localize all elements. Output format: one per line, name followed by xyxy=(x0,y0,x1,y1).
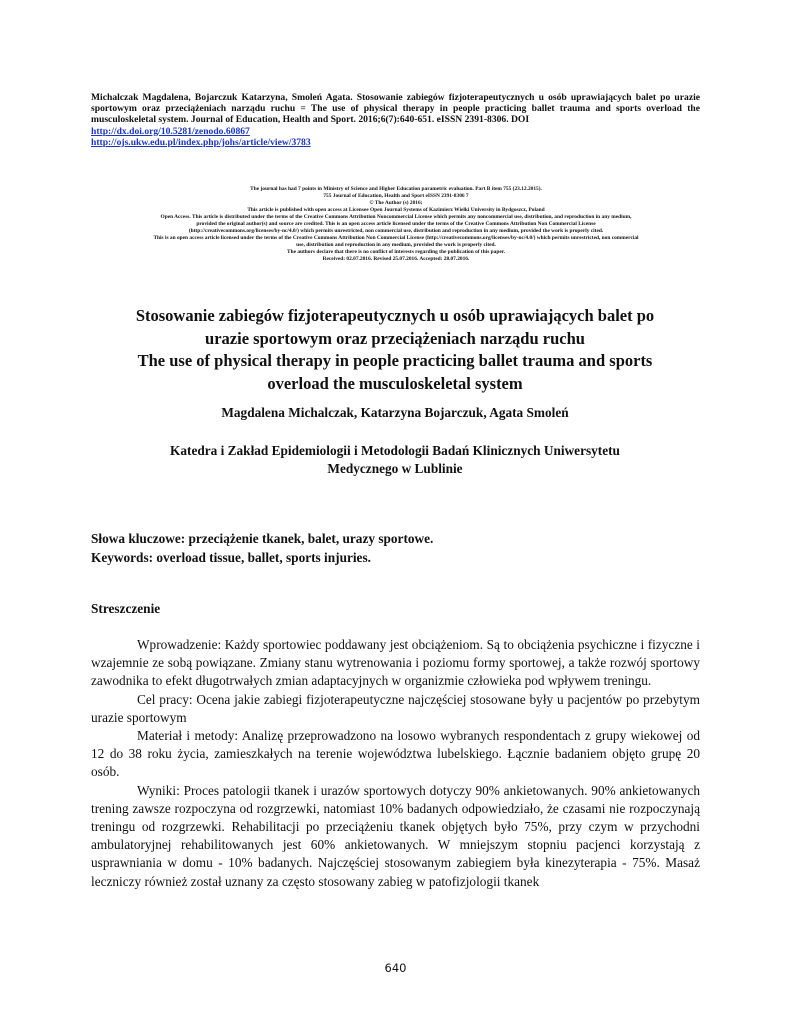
article-title xyxy=(95,305,695,395)
journal-info-line: This is an open access article licensed under the terms of the Creative Commons Attribution Non Commercial License (http://creativecommons.org/licenses/by-nc/4.0/) which permits unrestricted, non commercial xyxy=(153,235,639,242)
keywords-pl: Słowa kluczowe: przeciążenie tkanek, balet, urazy sportowe. xyxy=(91,531,434,546)
article-link[interactable]: http://ojs.ukw.edu.pl/index.php/johs/article/view/3783 xyxy=(91,136,311,148)
page-number: 640 xyxy=(384,961,407,975)
journal-info-line: provided the original author(s) and source are credited. This is an open access article licensed under the terms of the Creative Commons Attribution Non Commercial License xyxy=(196,221,596,228)
journal-info-line: The journal has had 7 points in Ministry of Science and Higher Education parametric evaluation. Part B item 755 (23.12.2015). xyxy=(250,186,542,192)
journal-info-line: 755 Journal of Education, Health and Sport eISSN 2391-8306 7 xyxy=(323,193,469,200)
citation-text: Michalczak Magdalena, Bojarczuk Katarzyna, Smoleń Agata. Stosowanie zabiegów fizjoterapeutycznych u osób uprawiających balet po urazie sportowym oraz przeciążeniach narządu ruchu = The use of physical therapy in people practicing ballet trauma and sports overload the musculoskeletal system. Journal of Education, Health and Sport. 2016;6(7):640-651. eISSN 2391-8306. DOI xyxy=(91,92,700,126)
journal-info-line: (http://creativecommons.org/licenses/by-nc/4.0/) which permits unrestricted, non commercial use, distribution and reproduction in any medium, provided the work is properly cited. xyxy=(188,228,604,235)
title-en-line: The use of physical therapy in people practicing ballet trauma and sports xyxy=(137,351,653,370)
abstract-heading: Streszczenie xyxy=(91,601,161,616)
journal-info-line: use, distribution and reproduction in any medium, provided the work is properly cited. xyxy=(296,242,496,249)
keywords-block xyxy=(91,530,701,567)
journal-info-line: The authors declare that there is no conflict of interests regarding the publication of this paper. xyxy=(286,249,506,256)
journal-info xyxy=(98,186,694,264)
authors: Magdalena Michalczak, Katarzyna Bojarczuk, Agata Smoleń xyxy=(221,405,569,420)
keywords-en: Keywords: overload tissue, ballet, sports injuries. xyxy=(91,549,371,565)
affiliation-line: Katedra i Zakład Epidemiologii i Metodologii Badań Klinicznych Uniwersytetu xyxy=(170,443,620,458)
citation-block xyxy=(91,92,700,148)
title-pl-line: urazie sportowym oraz przeciążeniach narządu ruchu xyxy=(205,328,585,348)
affiliation-line: Medycznego w Lublinie xyxy=(327,461,463,476)
journal-info-line: © The Author (s) 2016; xyxy=(369,200,423,207)
abstract-paragraph: Cel pracy: Ocena jakie zabiegi fizjoterapeutyczne najczęściej stosowane były u pacjentów po przebytym urazie sportowym xyxy=(91,691,700,725)
journal-info-line: Open Access. This article is distributed under the terms of the Creative Commons Attribution Noncommercial License which permits any noncommercial use, distribution, and reproduction in any medium, xyxy=(160,214,632,221)
affiliation xyxy=(95,442,695,478)
abstract-body xyxy=(91,636,700,891)
abstract-paragraph: Wprowadzenie: Każdy sportowiec poddawany jest obciążeniom. Są to obciążenia psychiczne i fizyczne i wzajemnie ze sobą powiązane. Zmiany stanu wytrenowania i poziomu formy sportowej, a także rozwój sportowy zawodnika to efekt długotrwałych zmian adaptacyjnych w organizmie człowieka pod wpływem treningu. xyxy=(91,637,700,689)
title-pl-line: Stosowanie zabiegów fizjoterapeutycznych u osób uprawiających balet po xyxy=(135,306,655,325)
journal-info-line: This article is published with open access at Licensee Open Journal Systems of Kazimierz Wielki University in Bydgoszcz, Poland xyxy=(247,207,545,214)
journal-info-line: Received: 02.07.2016. Revised 25.07.2016. Accepted: 28.07.2016. xyxy=(322,256,470,263)
doi-link[interactable]: http://dx.doi.org/10.5281/zenodo.60867 xyxy=(91,125,250,137)
abstract-paragraph: Materiał i metody: Analizę przeprowadzono na losowo wybranych respondentach z grupy wiekowej od 12 do 38 roku życia, zamieszkałych na terenie województwa lubelskiego. Łącznie badaniem objęto grupę 20 osób. xyxy=(91,728,700,780)
title-en-line: overload the musculoskeletal system xyxy=(267,373,523,393)
abstract-paragraph: Wyniki: Proces patologii tkanek i urazów sportowych dotyczy 90% ankietowanych. 90% ankietowanych trening zawsze rozpoczyna od rozgrzewki, natomiast 10% badanych odpowiedziało, że czasami nie rozpoczynają treningu od rozgrzewki. Rehabilitacji po przeciążeniu tkanek objętych było 75%, przy czym w przychodni ambulatoryjnej rehabilitowanych jest 60% ankietowanych. W mniejszym stopniu pacjenci korzystają z usprawniania w domu - 10% badanych. Najczęściej stosowanym zabiegiem była kinezyterapia - 75%. Masaż leczniczy również został uznany za często stosowany zabieg w patofizjologii tkanek xyxy=(91,782,700,889)
